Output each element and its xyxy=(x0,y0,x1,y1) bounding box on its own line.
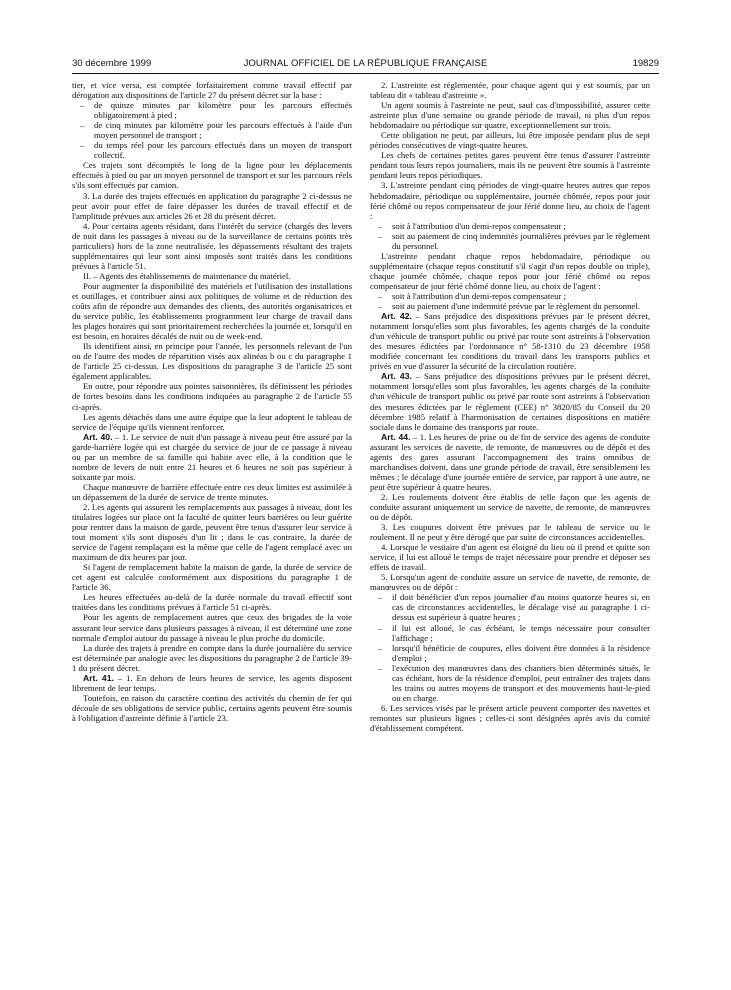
paragraph: tier, et vice versa, est comptée forfaitairement comme travail effectif par dérogation aux dispositions de l'article 27 du présent décret sur la base : xyxy=(72,80,352,101)
article-41 xyxy=(72,673,352,693)
list-item: – lorsqu'il bénéficie de coupures, elles doivent être données à la résidence d'emploi ; xyxy=(392,643,650,663)
section-heading: II. – Agents des établissements de maintenance du matériel. xyxy=(83,270,291,281)
journal-title: JOURNAL OFFICIEL DE LA RÉPUBLIQUE FRANÇAISE xyxy=(243,58,488,69)
left-column xyxy=(72,80,352,723)
article-text: – 1. Les heures de prise ou de fin de service des agents de conduite assurant les services de navette, de remonte, de manœuvres ou de dépôt et des agents des gares assurant l'accompagnement des trains omnibus de marchandises doivent, dans une grande période de travail, être sensiblement les mêmes ; le décalage d'une journée entière de service, par rapport à une autre, ne peut être supérieur à quatre heures. xyxy=(370,431,651,492)
paragraph: En outre, pour répondre aux pointes saisonnières, ils définissent les périodes de fortes besoins dans les conditions indiquées au paragraphe 2 de l'article 55 ci-après. xyxy=(72,381,352,412)
paragraph: L'astreinte pendant chaque repos hebdomadaire, périodique ou supplémentaire (chaque repos constitutif s'il s'agit d'un repos double ou triple), chaque journée chômée, chaque repos pour jour férié chômé ou repos compensateur de jour férié chômé donne lieu, au choix de l'agent : xyxy=(370,250,650,291)
list-item: – soit à l'attribution d'un demi-repos compensateur ; xyxy=(392,291,650,301)
article-44 xyxy=(370,432,650,492)
article-43 xyxy=(370,371,650,431)
paragraph: Pour augmenter la disponibilité des matériels et l'utilisation des installations et outillages, et contribuer ainsi aux politiques de volume et de réduction des coûts afin de répondre aux demandes des clients, des autorités organisatrices et du service public, les établissements programment leur charge de travail dans les plages horaires qui sont prioritairement recherchées la journée et, lorsqu'il en est besoin, en horaires décalés de nuit ou de week-end. xyxy=(72,280,352,342)
paragraph: 3. La durée des trajets effectués en application du paragraphe 2 ci-dessus ne peut avoir pour effet de faire dépasser les durées de travail effectif et de l'amplitude prévues aux articles 26 et 28 du présent décret. xyxy=(72,190,352,221)
article-label: Art. 44. xyxy=(381,431,411,442)
paragraph: 2. Les agents qui assurent les remplacements aux passages à niveau, dont les titulaires logées sur place ont la faculté de quitter leurs barrières ou leur guérite pour rentrer dans la maison de garde, peuvent être tenus d'assurer leur service à tout moment s'ils sont disposés d'un lit ; dans le cas contraire, la durée de service de l'agent remplaçant est la même que celle de l'agent remplacé avec un maximum de dix heures par jour. xyxy=(72,501,352,563)
list-item: – il lui est alloué, le cas échéant, le temps nécessaire pour consulter l'affichage ; xyxy=(392,623,650,643)
paragraph: Ces trajets sont décomptés le long de la ligne pour les déplacements effectués à pied ou par un moyen personnel de transport et sur les parcours réels s'ils sont effectués par camion. xyxy=(72,160,352,191)
list-item: – l'exécution des manœuvres dans des chantiers bien déterminés situés, le cas échéant, hors de la résidence d'emploi, peut entraîner des trajets dans les trains ou autres moyens de transport et des mouvements haut-le-pied ou en charge. xyxy=(392,663,650,703)
paragraph: 4. Lorsque le vestiaire d'un agent est éloigné du lieu où il prend et quitte son service, il lui est alloué le temps de trajet nécessaire pour prendre et déposer ses effets de travail. xyxy=(370,542,650,573)
paragraph: Si l'agent de remplacement habite la maison de garde, la durée de service de cet agent est calculée conformément aux dispositions du paragraphe 1 de l'article 36. xyxy=(72,562,352,593)
list-item: – soit au paiement de cinq indemnités journalières prévues par le règlement du personnel. xyxy=(392,231,650,251)
page-number: 19829 xyxy=(632,58,659,69)
paragraph: La durée des trajets à prendre en compte dans la durée journalière du service est déterminée par analogie avec les dispositions du paragraphe 2 de l'article 39-1 du présent décret. xyxy=(72,642,352,673)
list-item: – du temps réel pour les parcours effectués dans un moyen de transport collectif. xyxy=(94,140,352,160)
list-item: – soit à l'attribution d'un demi-repos compensateur ; xyxy=(392,221,650,231)
paragraph: 6. Les services visés par le présent article peuvent comporter des navettes et remontes sur plusieurs lignes ; celles-ci sont désignées après avis du comité d'établissement compétent. xyxy=(370,702,650,733)
paragraph: Chaque manœuvre de barrière effectuée entre ces deux limites est assimilée à un dépassement de la durée de service de trente minutes. xyxy=(72,481,352,502)
paragraph: 5. Lorsqu'un agent de conduite assure un service de navette, de remonte, de manœuvres ou de dépôt : xyxy=(370,572,650,593)
list xyxy=(370,592,650,703)
paragraph: 2. Les roulements doivent être établis de telle façon que les agents de conduite assurant uniquement un service de navette, de remonte, de manœuvres ou de dépôt. xyxy=(370,491,650,523)
paragraph: Cette obligation ne peut, par ailleurs, lui être imposée pendant plus de sept périodes consécutives de vingt-quatre heures. xyxy=(370,130,650,151)
article-text: – 1. Le service de nuit d'un passage à niveau peut être assuré par la garde-barrière logée qui est chargée du service de jour de ce passage à niveau ou par un membre de sa famille qui habite avec elle, à la condition que le nombre de levers de nuit entre 21 heures et 6 heures ne soit pas supérieur à soixante par mois. xyxy=(72,431,352,482)
article-label: Art. 42. xyxy=(381,311,412,322)
paragraph: 3. Les coupures doivent être prévues par le tableau de service ou le roulement. Il ne peut y être dérogé que par suite de circonstances accidentelles. xyxy=(370,522,650,543)
article-text: – Sans préjudice des dispositions prévues par le présent décret, notamment lorsqu'elles sont plus favorables, les agents chargés de la conduite d'un véhicule de transport public ou privé par route sont astreints à l'observation des mesures édictées par le règlement (CEE) n° 3820/85 du Conseil du 20 décembre 1985 relatif à l'harmonisation de certaines dispositions en matière sociale dans le domaine des transports par route. xyxy=(370,371,650,432)
article-text: – Sans préjudice des dispositions prévues par le présent décret, notamment lorsqu'elles sont plus favorables, les agents chargés de la conduite d'un véhicule de transport public ou privé par route sont astreints à l'observation des mesures édictées par l'ordonnance n° 58-1310 du 23 décembre 1958 modifiée concernant les conditions du travail dans les transports publics et privés en vue d'assurer la sécurité de la circulation routière. xyxy=(370,311,650,372)
paragraph: Les chefs de certaines petites gares peuvent être tenus d'assurer l'astreinte pendant tous leurs repos journaliers, mais ils ne peuvent être soumis à l'astreinte pendant leurs repos périodiques. xyxy=(370,150,650,181)
header-rule xyxy=(72,73,659,74)
article-label: Art. 40. xyxy=(83,431,113,442)
list xyxy=(370,221,650,251)
article-40 xyxy=(72,432,352,482)
article-label: Art. 41. xyxy=(83,672,114,683)
paragraph: Un agent soumis à l'astreinte ne peut, sauf cas d'impossibilité, assurer cette astreinte plus d'une semaine ou grande période de travail, ni plus d'un repos hebdomadaire ou périodique sur quatre, exceptionnellement sur trois. xyxy=(370,100,650,131)
list xyxy=(72,100,352,160)
list xyxy=(370,291,650,311)
article-42 xyxy=(370,311,650,371)
list-item: – de quinze minutes par kilomètre pour les parcours effectués obligatoirement à pied ; xyxy=(94,100,352,120)
list-item: – il doit bénéficier d'un repos journalier d'au moins quatorze heures si, en cas de circonstances accidentelles, le décalage visé au paragraphe 1 ci-dessus est supérieur à quatre heures ; xyxy=(392,592,650,622)
paragraph: 2. L'astreinte est réglementée, pour chaque agent qui y est soumis, par un tableau dit « tableau d'astreinte ». xyxy=(370,80,650,101)
paragraph: 4. Pour certains agents résidant, dans l'intérêt du service (chargés des levers de nuit dans les passages à niveau ou de la surveillance de certains points très particuliers) hors de la zone neutralisée, les dépassements résultant des trajets supplémentaires qui leur sont ainsi imposés sont traités dans les conditions prévues à l'article 51. xyxy=(72,220,352,271)
page-header xyxy=(72,58,659,72)
paragraph: Les agents détachés dans une autre équipe que la leur adoptent le tableau de service de l'équipe qu'ils viennent renforcer. xyxy=(72,411,352,432)
paragraph: Pour les agents de remplacement autres que ceux des brigades de la voie assurant leur service dans plusieurs passages à niveau, il est déterminé une zone normale d'emploi autour du passage à niveau le plus proche du domicile. xyxy=(72,612,352,643)
article-text: – 1. En dehors de leurs heures de service, les agents disposent librement de leur temps. xyxy=(72,672,352,693)
right-column xyxy=(370,80,650,733)
paragraph: Ils identifient ainsi, en principe pour l'année, les personnels relevant de l'un ou de l'autre des modes de répartition visés aux alinéas b ou c du paragraphe 1 de l'article 25 ci-dessus. Les dispositions du paragraphe 3 de l'article 25 sont également applicables. xyxy=(72,341,352,382)
article-label: Art. 43. xyxy=(381,371,412,382)
paragraph: Toutefois, en raison du caractère continu des activités du chemin de fer qui découle de ses obligations de service public, certains agents peuvent être soumis à l'obligation d'astreinte définie à l'article 23. xyxy=(72,692,352,723)
paragraph: 3. L'astreinte pendant cinq périodes de vingt-quatre heures autres que repos hebdomadaire, périodique ou supplémentaire, journée chômée, repos pour jour férié chômé ou repos compensateur de jour férié donne lieu, au choix de l'agent : xyxy=(370,180,650,221)
list-item: – soit au paiement d'une indemnité prévue par le règlement du personnel. xyxy=(392,301,650,311)
issue-date: 30 décembre 1999 xyxy=(72,58,152,69)
list-item: – de cinq minutes par kilomètre pour les parcours effectués à l'aide d'un moyen personnel de transport ; xyxy=(94,120,352,140)
paragraph: Les heures effectuées au-delà de la durée normale du travail effectif sont traitées dans les conditions prévues à l'article 51 ci-après. xyxy=(72,592,352,613)
